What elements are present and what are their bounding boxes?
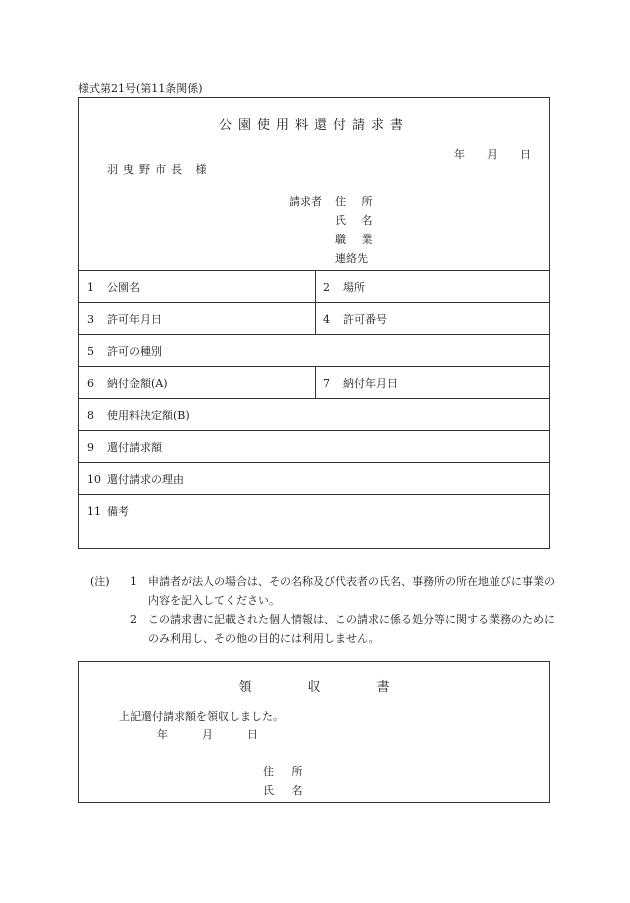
field-remarks: 備考: [107, 505, 129, 518]
addressee: 羽曳野市長 様: [107, 163, 212, 176]
table-row: 1 公園名 2 場所: [79, 270, 549, 302]
receipt-title: 領収書: [238, 680, 446, 695]
table-row: 5 許可の種別: [79, 334, 549, 366]
refund-request-form: [78, 97, 550, 549]
receipt-text: 上記還付請求額を領収しました。: [119, 710, 284, 723]
field-refund-reason: 還付請求の理由: [107, 473, 184, 486]
note-item: 申請者が法人の場合は、その名称及び代表者の氏名、事務所の所在地並びに事業の内容を記入してください。: [148, 575, 555, 607]
note-item: この請求書に記載された個人情報は、この請求に係る処分等に関する業務のためにのみ利用し、その他の目的には利用しません。: [148, 613, 555, 645]
applicant-contact-label: 連絡先: [335, 252, 368, 265]
receipt-date: 年 月 日: [157, 728, 258, 741]
table-row: 6 納付金額(A) 7 納付年月日: [79, 366, 549, 398]
receipt-address-label: 住 所: [263, 765, 310, 778]
date-month-label: 月: [487, 148, 498, 161]
table-row: 11 備考: [79, 494, 549, 542]
applicant-name-label: 氏 名: [335, 214, 379, 227]
table-row: 9 還付請求額: [79, 430, 549, 462]
field-payment-date: 納付年月日: [343, 377, 398, 390]
request-date: [454, 146, 531, 162]
field-fee-decision: 使用料決定額(B): [107, 409, 190, 422]
table-row: 8 使用料決定額(B): [79, 398, 549, 430]
field-paid-amount: 納付金額(A): [107, 377, 168, 390]
receipt-name-label: 氏 名: [263, 784, 310, 797]
receipt: [78, 661, 550, 803]
date-year-label: 年: [454, 148, 465, 161]
notes: (注) 1 申請者が法人の場合は、その名称及び代表者の氏名、事務所の所在地並びに事業の内容を記入してください。 2 この請求書に記載された個人情報は、この請求に係る処分等に関する業務のためにのみ利用し、その他の目的には利用しません。: [90, 572, 560, 648]
notes-tag: (注): [90, 575, 110, 588]
applicant-label: 請求者: [289, 195, 322, 208]
field-permit-type: 許可の種別: [107, 345, 162, 358]
field-park-name: 公園名: [107, 281, 140, 294]
applicant-address-label: 住 所: [335, 195, 379, 208]
form-number: 様式第21号(第11条関係): [78, 82, 203, 95]
form-title: 公園使用料還付請求書: [218, 118, 409, 133]
table-row: 3 許可年月日 4 許可番号: [79, 302, 549, 334]
date-day-label: 日: [520, 148, 531, 161]
receipt-signature: [263, 762, 310, 800]
table-row: 10 還付請求の理由: [79, 462, 549, 494]
form-fields-table: [79, 270, 549, 542]
field-permit-number: 許可番号: [343, 313, 387, 326]
field-location: 場所: [343, 281, 365, 294]
field-permit-date: 許可年月日: [107, 313, 162, 326]
applicant-block: [289, 192, 379, 268]
applicant-occupation-label: 職 業: [335, 233, 379, 246]
field-refund-amount: 還付請求額: [107, 441, 162, 454]
